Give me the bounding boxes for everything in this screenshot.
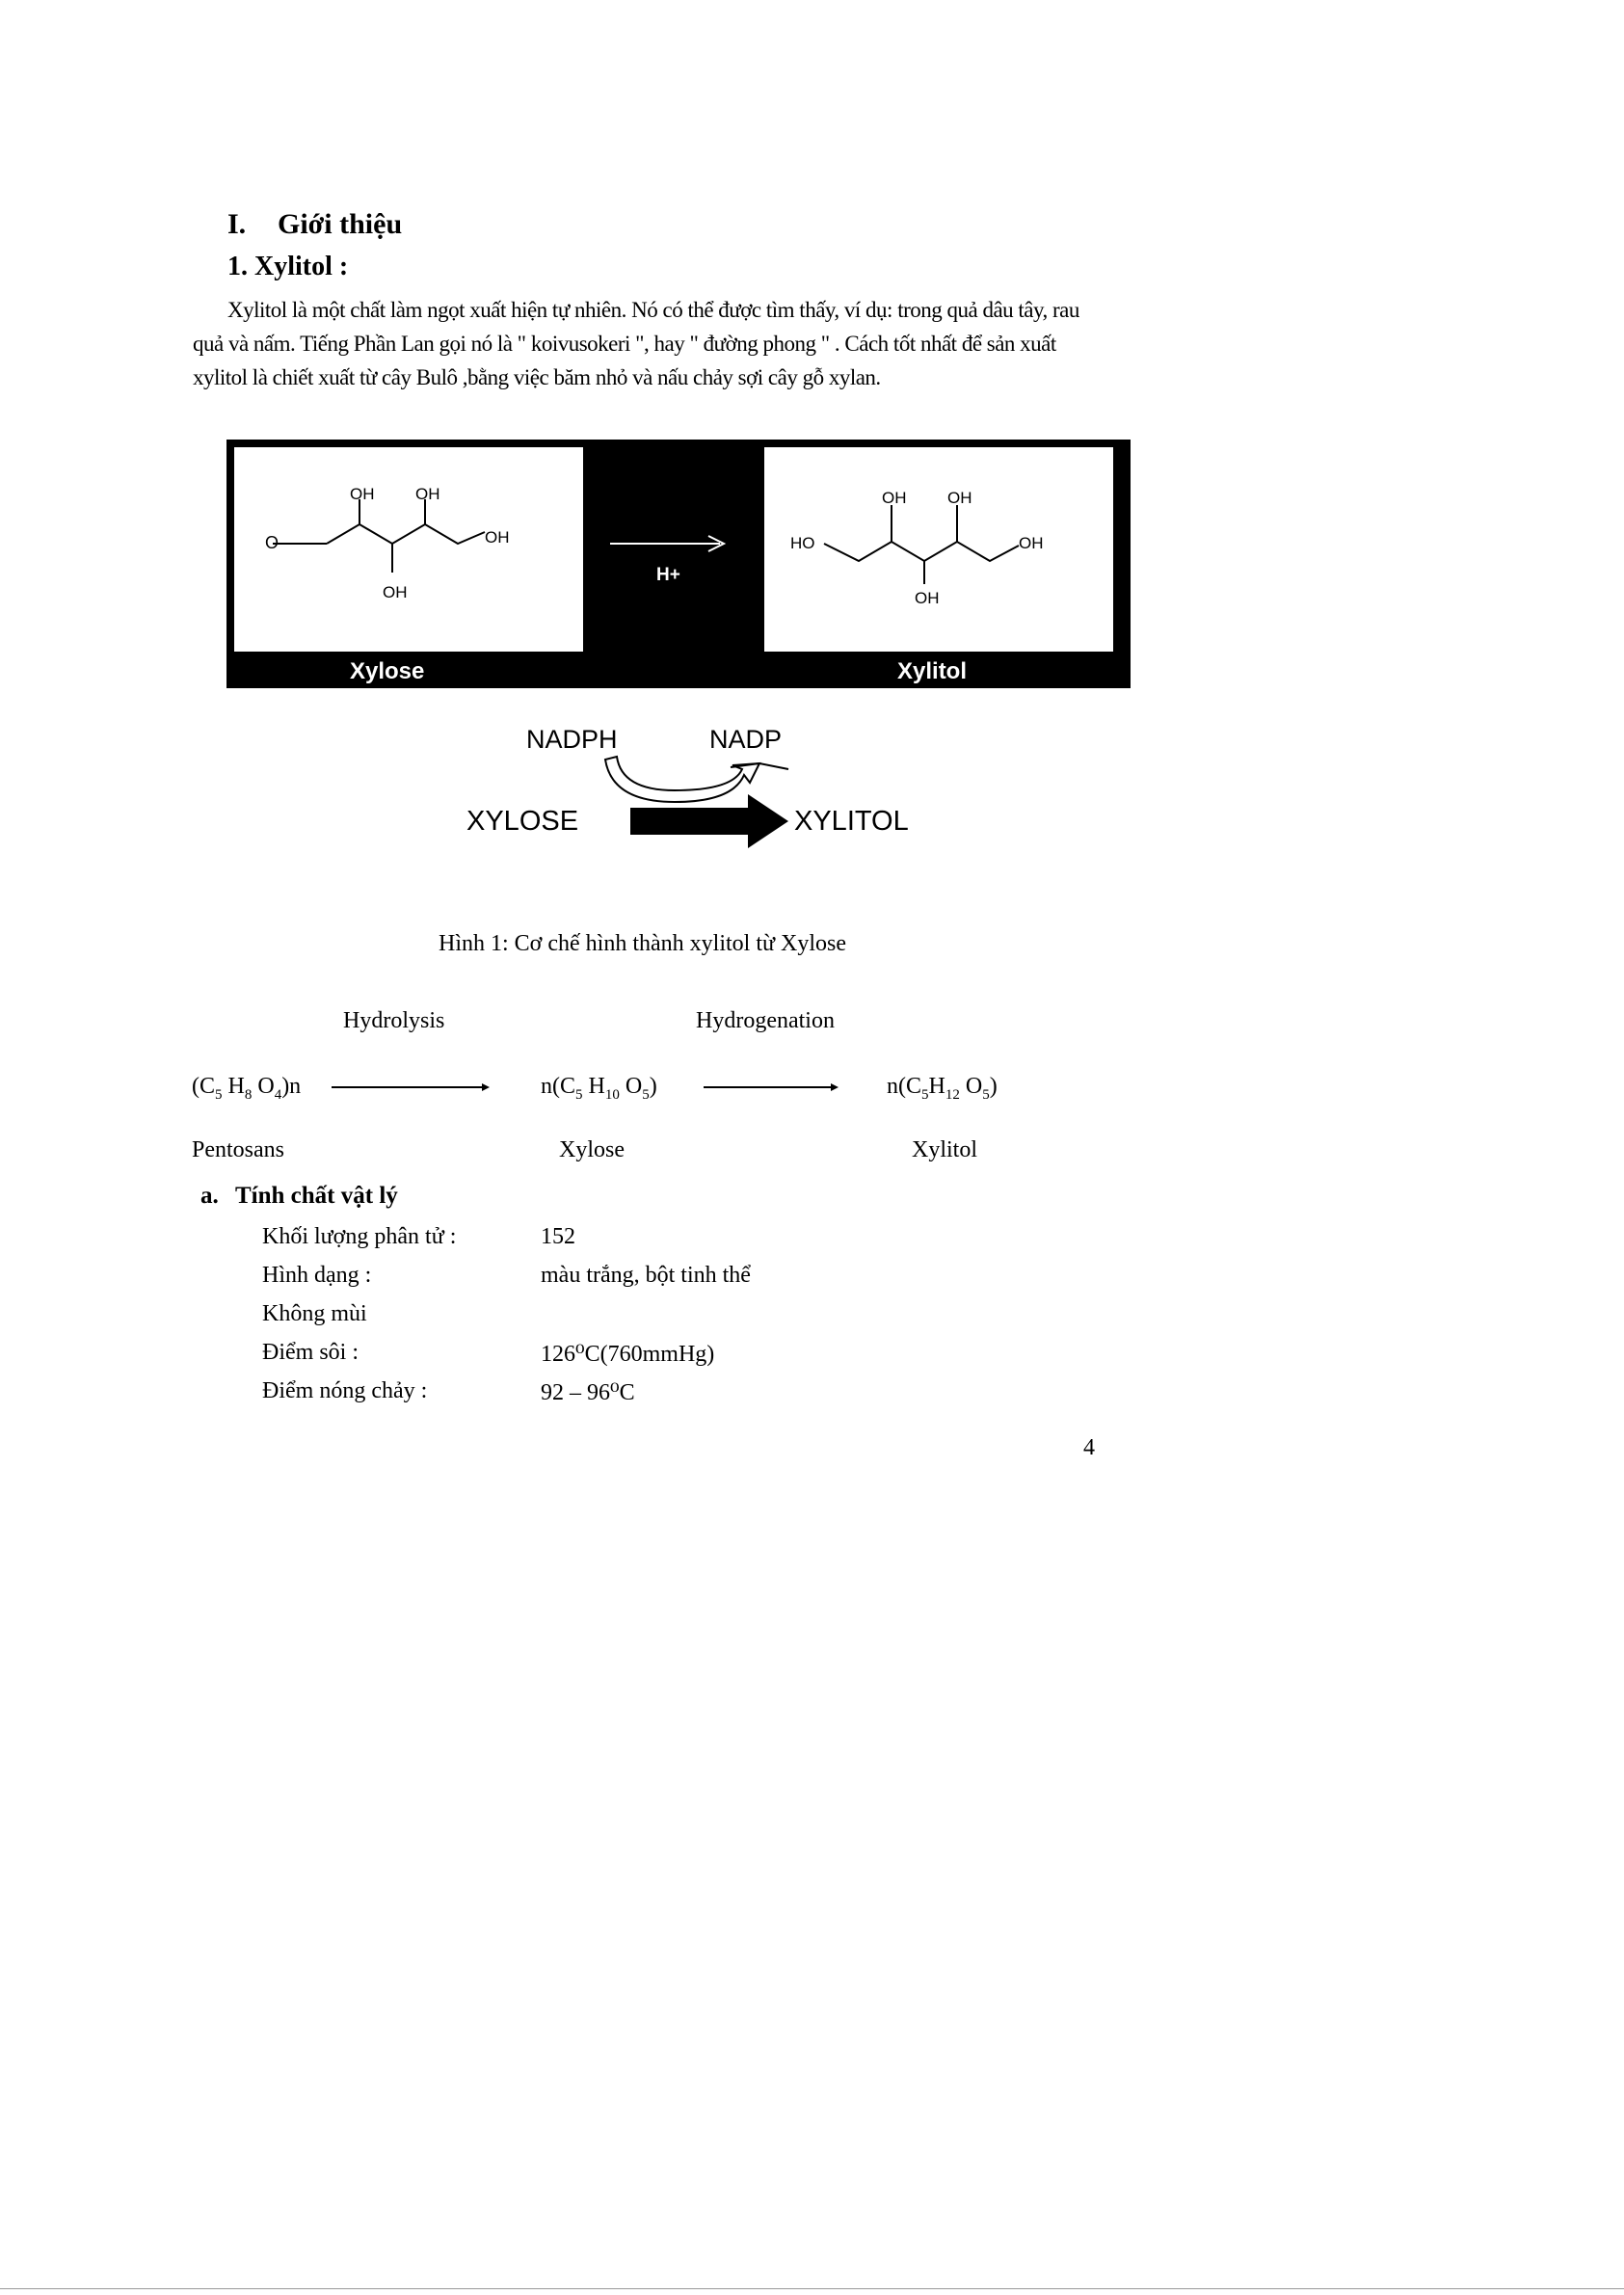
nadph-cycle-diagram: [453, 713, 954, 858]
subsection-number: 1.: [227, 252, 248, 281]
intro-paragraph-text: Xylitol là một chất làm ngọt xuất hiện tự nhiên. Nó có thể được tìm thấy, ví dụ: trong quả dâu tây, rau quả và nấm. Tiếng Phần Lan gọi nó là " koivusokeri ", hay " đường phong " . Cách tốt nhất để sản xuất xylitol là chiết xuất từ cây Bulô ,bằng việc băm nhỏ và nấu chảy sợi cây gỗ xylan.: [193, 298, 1079, 389]
hydrogenation-label: Hydrogenation: [696, 1008, 835, 1033]
xylitol-oh-2: OH: [947, 489, 972, 507]
properties-title: Tính chất vật lý: [235, 1183, 398, 1209]
hydrolysis-arrow: [332, 1086, 488, 1088]
xylitol-ho: HO: [790, 534, 815, 552]
xylose-name: Xylose: [559, 1137, 625, 1162]
xylose-oh-2: OH: [415, 485, 440, 503]
xylose-label: Xylose: [350, 658, 425, 684]
xylose-formula: $n(C_5$ $H_{10}$ $O_5$): [541, 1074, 657, 1103]
property-label: Điểm nóng chảy :: [262, 1378, 428, 1403]
xylitol-panel: [764, 447, 1113, 652]
property-label: Hình dạng :: [262, 1263, 372, 1288]
hydrogenation-arrow: [704, 1086, 837, 1088]
xylose-xylitol-scheme: [226, 440, 1131, 688]
cofactor-curved-arrow: [605, 757, 759, 802]
section-number: I.: [227, 208, 247, 240]
property-value: 126⁰C(760mmHg): [541, 1342, 715, 1367]
catalyst-label: H+: [656, 565, 680, 585]
xylitol-formula: $n(C_5H_{12}$ $O_5$): [887, 1074, 998, 1103]
nadph-label: NADPH: [526, 725, 618, 754]
xylose-panel: [234, 447, 583, 652]
xylose-oh-4: OH: [485, 528, 510, 547]
xylose-oh-3: OH: [383, 583, 408, 601]
xylitol-name: Xylitol: [912, 1137, 978, 1162]
xylose-oxygen: O: [265, 533, 280, 552]
xylitol-oh-3: OH: [915, 589, 940, 607]
properties-heading: [200, 1183, 398, 1210]
properties-number: a.: [200, 1183, 219, 1209]
pentosans-name: Pentosans: [192, 1137, 284, 1162]
figure-caption: Hình 1: Cơ chế hình thành xylitol từ Xylose: [439, 931, 846, 956]
section-heading: [227, 208, 402, 241]
xylitol-label: Xylitol: [897, 658, 968, 684]
page-number: 4: [1083, 1435, 1095, 1460]
main-reaction-arrow: [630, 794, 788, 848]
xylose-reactant-label: XYLOSE: [466, 806, 579, 837]
xylitol-oh-1: OH: [882, 489, 907, 507]
property-value: 152: [541, 1224, 575, 1249]
property-value: màu trắng, bột tinh thể: [541, 1263, 751, 1288]
pentosan-formula: ($C_5$ $H_8$ $O_4)n$: [192, 1074, 302, 1103]
property-label: Không mùi: [262, 1301, 367, 1326]
xylitol-product-label: XYLITOL: [794, 806, 909, 837]
intro-paragraph: [193, 293, 1103, 394]
property-label: Điểm sôi :: [262, 1340, 359, 1365]
subsection-title: Xylitol :: [254, 252, 349, 281]
xylose-oh-1: OH: [350, 485, 375, 503]
page-bottom-rule: [0, 2288, 1624, 2289]
nadp-label: NADP: [709, 725, 783, 754]
property-label: Khối lượng phân tử :: [262, 1224, 457, 1249]
xylitol-oh-4: OH: [1019, 534, 1044, 552]
subsection-heading: [227, 252, 348, 282]
section-title: Giới thiệu: [278, 208, 403, 240]
property-value: 92 – 96⁰C: [541, 1380, 635, 1405]
hydrolysis-label: Hydrolysis: [343, 1008, 445, 1033]
